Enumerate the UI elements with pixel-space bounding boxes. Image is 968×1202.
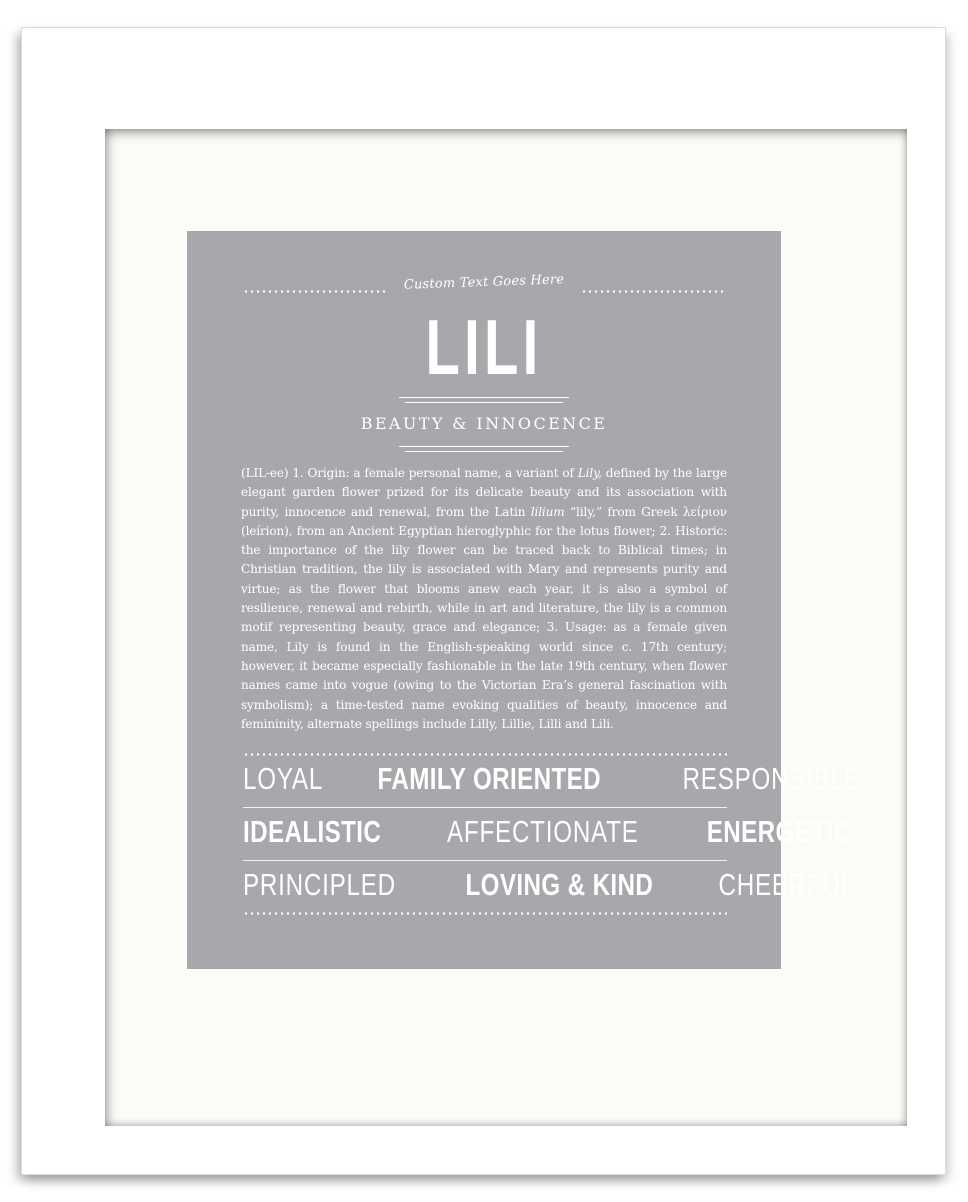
header-dotted-rule-right bbox=[581, 290, 727, 293]
definition-emphasis-lilium: lilium bbox=[530, 504, 565, 519]
trait-principled: PRINCIPLED bbox=[243, 867, 396, 902]
traits-rule-1 bbox=[243, 807, 727, 808]
traits-row-1 bbox=[243, 761, 863, 797]
header-dotted-rule-left bbox=[243, 290, 387, 293]
name-underline-rule-1 bbox=[399, 397, 569, 398]
definition-text-1: (LIL-ee) 1. Origin: a female personal name, a variant of bbox=[241, 466, 578, 480]
name-print bbox=[187, 231, 863, 969]
name-definition bbox=[241, 464, 727, 734]
trait-loving-and-kind: LOVING & KIND bbox=[465, 867, 654, 902]
name-underline-rule-2 bbox=[405, 402, 563, 403]
trait-affectionate: AFFECTIONATE bbox=[447, 814, 639, 849]
name-title: LILI bbox=[425, 303, 543, 391]
tagline: BEAUTY & INNOCENCE bbox=[360, 414, 608, 433]
trait-energetic: ENERGETIC bbox=[706, 814, 852, 849]
traits-rule-2 bbox=[243, 860, 727, 861]
traits-row-3 bbox=[243, 867, 855, 903]
trait-cheerful: CHEERFUL bbox=[718, 867, 855, 902]
traits-dotted-rule-top bbox=[243, 753, 727, 756]
trait-idealistic: IDEALISTIC bbox=[243, 814, 382, 849]
custom-text: Custom Text Goes Here bbox=[403, 272, 565, 293]
definition-text-2: defined by the large elegant garden flower prized for its delicate beauty and its association with purity, innocence and renewal, from the Latin bbox=[241, 466, 727, 519]
trait-family-oriented: FAMILY ORIENTED bbox=[377, 761, 601, 796]
traits-row-2 bbox=[243, 814, 852, 850]
trait-loyal: LOYAL bbox=[243, 761, 324, 796]
traits-dotted-rule-bottom bbox=[243, 912, 727, 915]
tagline-underline-rule-1 bbox=[399, 446, 569, 447]
trait-responsible: RESPONSIBLE bbox=[682, 761, 863, 796]
tagline-underline-rule-2 bbox=[405, 451, 563, 452]
definition-text-3: “lily,” from Greek λείριον (leírion), from an Ancient Egyptian hieroglyphic for the lotus flower; 2. Historic: the importance of the lily flower can be traced back to Biblical times; in Christian tradition, the lily is associated with Mary and represents purity and virtue; as the flower that blooms anew each year, it is also a symbol of resilience, renewal and rebirth, while in art and literature, the lily is a common motif representing beauty, grace and elegance; 3. Usage: as a female given name, Lily is found in the English-speaking world since c. 17th century; however, it became especially fashionable in the late 19th century, when flower names came into vogue (owing to the Victorian Era’s general fascination with symbolism); a time-tested name evoking qualities of beauty, innocence and femininity, alternate spellings include Lilly, Lillie, Lilli and Lili. bbox=[241, 504, 727, 731]
definition-emphasis-lily: Lily, bbox=[577, 466, 602, 480]
